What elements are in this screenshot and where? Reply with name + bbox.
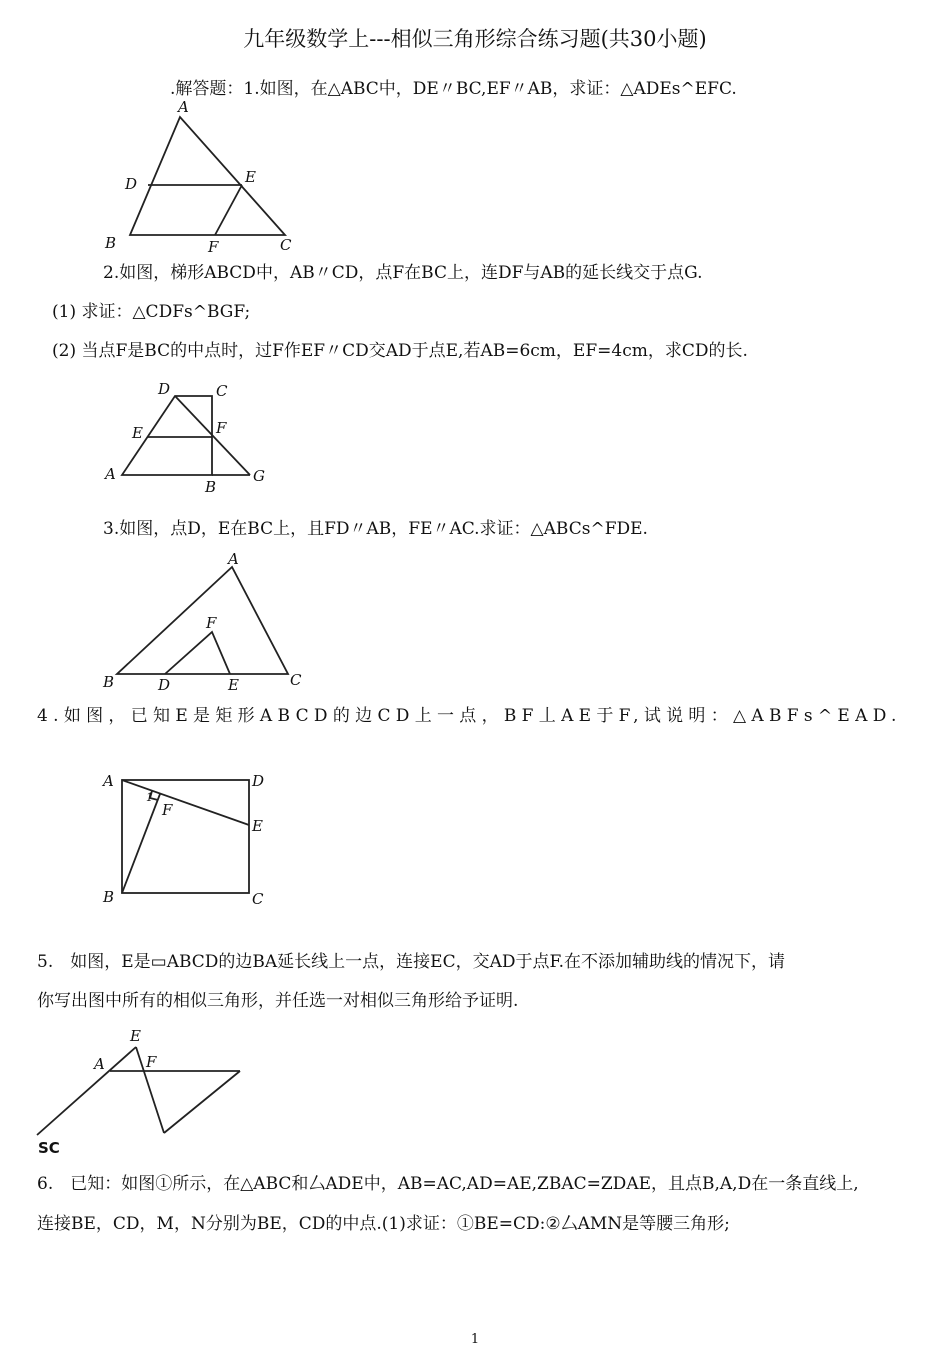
figure-4-rectangle <box>100 765 280 910</box>
page-title: 九年级数学上---相似三角形综合练习题(共30小题) <box>243 27 707 51</box>
figure-3-triangles <box>100 550 310 695</box>
fig5-label-f: F <box>146 1053 157 1071</box>
fig1-label-c: C <box>280 236 292 254</box>
fig1-label-a: A <box>178 98 189 116</box>
fig3-label-f: F <box>206 614 217 632</box>
fig1-label-d: D <box>125 175 138 193</box>
fig4-label-f: F <box>162 801 173 819</box>
question-3-text: 3.如图，点D，E在BC上，且FD〃AB，FE〃AC.求证：△ABCs^FDE. <box>103 519 648 539</box>
figure-5-parallelogram <box>30 1025 250 1160</box>
fig3-label-a: A <box>228 550 239 568</box>
fig1-label-b: B <box>105 234 117 252</box>
fig4-angle-mark: 1 <box>146 791 153 804</box>
figure-2-trapezoid <box>100 378 280 496</box>
fig2-label-f: F <box>216 419 227 437</box>
fig1-label-e: E <box>245 168 256 186</box>
fig4-label-d: D <box>252 772 265 790</box>
question-2-part1: (1) 求证：△CDFs^BGF; <box>52 302 251 322</box>
fig2-label-d: D <box>158 380 171 398</box>
fig3-label-c: C <box>290 671 302 689</box>
question-1-text: .解答题：1.如图，在△ABC中，DE〃BC,EF〃AB，求证：△ADEs^EFC. <box>170 79 737 99</box>
fig2-label-c: C <box>216 382 228 400</box>
question-5-text-line2: 你写出图中所有的相似三角形，并任选一对相似三角形给予证明. <box>37 991 519 1011</box>
fig4-label-e: E <box>252 817 263 835</box>
figure-1-triangle <box>100 98 320 256</box>
fig2-label-e: E <box>132 424 143 442</box>
fig2-label-b: B <box>205 478 217 496</box>
fig5-label-a: A <box>94 1055 105 1073</box>
fig2-label-a: A <box>105 465 116 483</box>
question-6-text-line1: 6. 已知：如图①所示，在△ABC和厶ADE中，AB=AC,AD=AE,ZBAC=ZDAE，且点B,A,D在一条直线上, <box>37 1174 859 1194</box>
fig5-label-bc: SC <box>38 1139 60 1157</box>
page-number: 1 <box>470 1332 480 1347</box>
question-2-part2: (2) 当点F是BC的中点时，过F作EF〃CD交AD于点E,若AB=6cm，EF=4cm，求CD的长. <box>52 341 748 361</box>
fig4-label-a: A <box>103 772 114 790</box>
fig3-label-b: B <box>103 673 115 691</box>
question-4-text: 4.如图，已知E是矩形ABCD的边CD上一点，BF丄AE于F,试说明：△ABFs^EAD. <box>37 706 902 726</box>
fig5-label-e: E <box>130 1027 141 1045</box>
fig3-label-e: E <box>228 676 239 694</box>
fig4-label-b: B <box>103 888 115 906</box>
fig2-label-g: G <box>253 467 265 485</box>
question-2-text: 2.如图，梯形ABCD中，AB〃CD，点F在BC上，连DF与AB的延长线交于点G. <box>103 263 703 283</box>
fig1-label-f: F <box>208 238 219 256</box>
question-6-text-line2: 连接BE，CD，M，N分别为BE，CD的中点.(1)求证：①BE=CD:②厶AMN是等腰三角形; <box>37 1214 730 1234</box>
fig4-label-c: C <box>252 890 264 908</box>
fig3-label-d: D <box>158 676 171 694</box>
question-5-text-line1: 5. 如图，E是▭ABCD的边BA延长线上一点，连接EC，交AD于点F.在不添加辅助线的情况下，请 <box>37 952 786 972</box>
